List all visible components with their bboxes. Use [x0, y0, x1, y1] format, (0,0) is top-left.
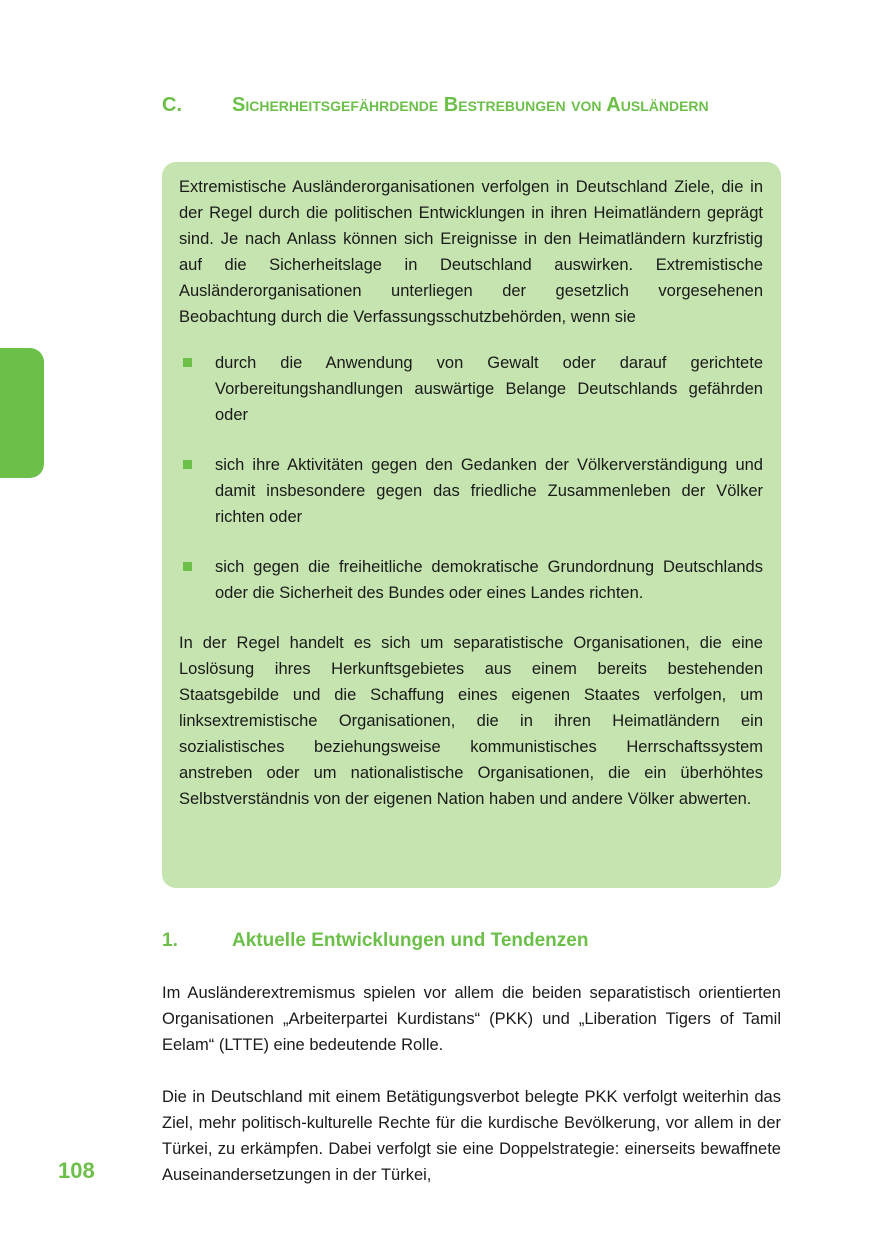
section-number: C.	[162, 94, 182, 116]
body-paragraph: Im Ausländerextremismus spielen vor allem die beiden separatistisch orientierten Organisationen „Arbeiterpartei Kurdistans“ (PKK) und „Liberation Tigers of Tamil Eelam“ (LTTE) eine bedeutende Rolle.	[162, 984, 781, 1054]
criteria-list	[179, 350, 763, 606]
info-box-outro: In der Regel handelt es sich um separatistische Organisationen, die eine Loslösung ihres Herkunftsgebietes aus einem bereits bestehenden Staatsgebilde und die Schaffung eines eigenen Staates verfolgen, um linksextremistische Organisationen, die in ihren Heimatländern ein sozialistisches beziehungsweise kommunistisches Herrschaftssystem anstreben oder um nationalistische Organisationen, die ein überhöhtes Selbstverständnis von der eigenen Nation haben und andere Völker abwerten.	[179, 634, 763, 808]
subsection-title: Aktuelle Entwicklungen und Tendenzen	[232, 930, 589, 951]
chapter-tab-marker	[0, 348, 44, 478]
body-paragraph: Die in Deutschland mit einem Betätigungsverbot belegte PKK verfolgt weiterhin das Ziel, mehr politisch-kulturelle Rechte für die kurdische Bevölkerung, vor allem in der Türkei, zu erkämpfen. Dabei verfolgt sie eine Doppelstrategie: einerseits bewaffnete Auseinandersetzungen in der Türkei,	[162, 1088, 781, 1184]
info-box	[162, 162, 781, 888]
list-item	[179, 350, 763, 428]
info-box-intro: Extremistische Ausländerorganisationen verfolgen in Deutschland Ziele, die in der Regel durch die politischen Entwicklungen in ihren Heimatländern geprägt sind. Je nach Anlass können sich Ereignisse in den Heimatländern kurzfristig auf die Sicherheitslage in Deutschland auswirken. Extremistische Ausländerorganisationen unterliegen der gesetzlich vorgesehenen Beobachtung durch die Verfassungsschutzbehörden, wenn sie	[179, 178, 763, 326]
section-title: Sicherheitsgefährdende Bestrebungen von Ausländern	[232, 94, 709, 116]
square-bullet-icon	[183, 460, 192, 469]
list-item	[179, 452, 763, 530]
list-item-text: sich gegen die freiheitliche demokratische Grundordnung Deutschlands oder die Sicherheit des Bundes oder eines Landes richten.	[215, 558, 763, 602]
square-bullet-icon	[183, 562, 192, 571]
square-bullet-icon	[183, 358, 192, 367]
list-item	[179, 554, 763, 606]
list-item-text: durch die Anwendung von Gewalt oder darauf gerichtete Vorbereitungshandlungen auswärtige Belange Deutschlands gefährden oder	[215, 354, 763, 424]
body-text	[162, 980, 781, 1188]
page-number: 108	[58, 1158, 95, 1183]
subsection-number: 1.	[162, 930, 178, 951]
list-item-text: sich ihre Aktivitäten gegen den Gedanken der Völkerverständigung und damit insbesondere gegen das friedliche Zusammenleben der Völker richten oder	[215, 456, 763, 526]
